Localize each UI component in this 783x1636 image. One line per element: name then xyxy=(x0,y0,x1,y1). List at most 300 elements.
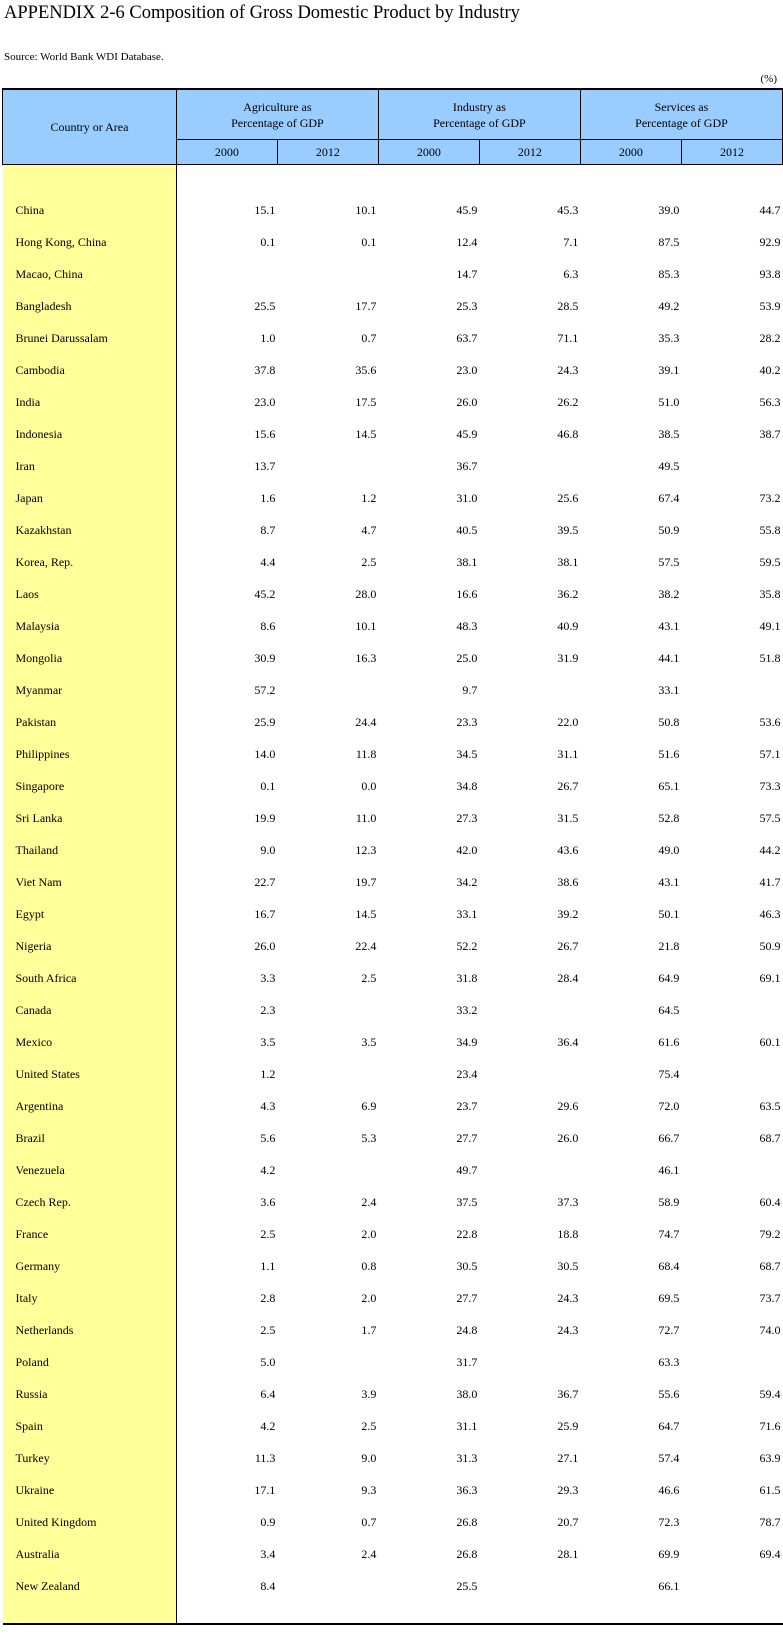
header-industry: Industry as Percentage of GDP xyxy=(378,89,580,140)
value-cell: 10.1 xyxy=(355,203,377,217)
value-cell: 2.3 xyxy=(260,1003,276,1017)
value-cell: 33.1 xyxy=(658,683,680,697)
value-cell: 3.4 xyxy=(260,1547,276,1561)
value-cell: 55.6 xyxy=(658,1387,680,1401)
value-cell: 15.6 xyxy=(254,427,276,441)
value-cell: 57.5 xyxy=(658,555,680,569)
value-cell: 36.3 xyxy=(456,1483,478,1497)
unit-label: (%) xyxy=(760,73,777,85)
value-cell: 31.0 xyxy=(456,491,478,505)
value-cell: 51.0 xyxy=(658,395,680,409)
value-cell: 1.2 xyxy=(361,491,377,505)
value-cell: 16.7 xyxy=(254,907,276,921)
value-cell xyxy=(681,1059,782,1091)
value-cell: 40.5 xyxy=(456,523,478,537)
country-name: Canada xyxy=(3,995,177,1027)
value-cell: 0.1 xyxy=(260,235,276,249)
country-name: Brazil xyxy=(3,1123,177,1155)
value-cell: 6.3 xyxy=(563,267,579,281)
value-cell: 60.4 xyxy=(759,1195,781,1209)
country-name: Cambodia xyxy=(3,355,177,387)
value-cell xyxy=(479,451,580,483)
value-cell: 63.9 xyxy=(759,1451,781,1465)
value-cell xyxy=(681,1571,782,1603)
table-row xyxy=(3,547,783,579)
value-cell: 49.1 xyxy=(759,619,781,633)
value-cell: 0.9 xyxy=(260,1515,276,1529)
value-cell: 30.5 xyxy=(557,1259,579,1273)
value-cell: 92.9 xyxy=(759,235,781,249)
value-cell xyxy=(277,675,378,707)
value-cell: 19.7 xyxy=(355,875,377,889)
value-cell: 69.9 xyxy=(658,1547,680,1561)
value-cell: 72.0 xyxy=(658,1099,680,1113)
value-cell: 29.6 xyxy=(557,1099,579,1113)
header-agriculture: Agriculture as Percentage of GDP xyxy=(176,89,378,140)
value-cell: 23.0 xyxy=(456,363,478,377)
value-cell: 60.1 xyxy=(759,1035,781,1049)
value-cell: 2.5 xyxy=(361,1419,377,1433)
value-cell: 24.3 xyxy=(557,1291,579,1305)
value-cell: 55.8 xyxy=(759,523,781,537)
value-cell: 85.3 xyxy=(658,267,680,281)
value-cell: 9.0 xyxy=(361,1451,377,1465)
country-name: Australia xyxy=(3,1539,177,1571)
value-cell: 40.2 xyxy=(759,363,781,377)
value-cell: 19.9 xyxy=(254,811,276,825)
country-name: Myanmar xyxy=(3,675,177,707)
country-name: Germany xyxy=(3,1251,177,1283)
table-row xyxy=(3,1123,783,1155)
value-cell: 38.5 xyxy=(658,427,680,441)
value-cell xyxy=(176,259,277,291)
value-cell: 34.8 xyxy=(456,779,478,793)
value-cell xyxy=(681,995,782,1027)
value-cell xyxy=(277,451,378,483)
value-cell: 4.2 xyxy=(260,1163,276,1177)
value-cell xyxy=(277,1155,378,1187)
table-row xyxy=(3,387,783,419)
country-name: Indonesia xyxy=(3,419,177,451)
table-row xyxy=(3,867,783,899)
value-cell: 0.7 xyxy=(361,331,377,345)
value-cell: 26.0 xyxy=(254,939,276,953)
value-cell: 28.4 xyxy=(557,971,579,985)
value-cell: 1.2 xyxy=(260,1067,276,1081)
header-year: 2000 xyxy=(580,140,681,165)
value-cell: 11.0 xyxy=(355,811,377,825)
value-cell: 34.9 xyxy=(456,1035,478,1049)
value-cell: 44.1 xyxy=(658,651,680,665)
value-cell: 79.2 xyxy=(759,1227,781,1241)
value-cell: 24.4 xyxy=(355,715,377,729)
table-row xyxy=(3,931,783,963)
country-name: Russia xyxy=(3,1379,177,1411)
value-cell: 31.8 xyxy=(456,971,478,985)
value-cell: 28.0 xyxy=(355,587,377,601)
value-cell: 43.6 xyxy=(557,843,579,857)
value-cell xyxy=(681,451,782,483)
value-cell: 25.5 xyxy=(456,1579,478,1593)
country-name: Japan xyxy=(3,483,177,515)
table-row xyxy=(3,227,783,259)
value-cell: 29.3 xyxy=(557,1483,579,1497)
table-row xyxy=(3,1187,783,1219)
value-cell: 59.5 xyxy=(759,555,781,569)
country-name: New Zealand xyxy=(3,1571,177,1603)
country-name: Macao, China xyxy=(3,259,177,291)
value-cell: 27.1 xyxy=(557,1451,579,1465)
value-cell: 43.1 xyxy=(658,875,680,889)
header-year: 2012 xyxy=(277,140,378,165)
value-cell: 49.5 xyxy=(658,459,680,473)
value-cell: 75.4 xyxy=(658,1067,680,1081)
value-cell: 35.8 xyxy=(759,587,781,601)
country-name: Iran xyxy=(3,451,177,483)
value-cell xyxy=(681,1347,782,1379)
table-row xyxy=(3,355,783,387)
table-body xyxy=(3,165,783,1624)
value-cell: 50.8 xyxy=(658,715,680,729)
country-name: Ukraine xyxy=(3,1475,177,1507)
value-cell: 24.3 xyxy=(557,1323,579,1337)
value-cell: 1.0 xyxy=(260,331,276,345)
value-cell: 46.8 xyxy=(557,427,579,441)
value-cell: 74.0 xyxy=(759,1323,781,1337)
value-cell: 26.7 xyxy=(557,779,579,793)
value-cell xyxy=(479,1571,580,1603)
country-name: Malaysia xyxy=(3,611,177,643)
table-row xyxy=(3,1475,783,1507)
table-row xyxy=(3,1411,783,1443)
value-cell: 73.2 xyxy=(759,491,781,505)
value-cell: 28.5 xyxy=(557,299,579,313)
value-cell: 2.0 xyxy=(361,1227,377,1241)
value-cell: 49.2 xyxy=(658,299,680,313)
value-cell: 49.0 xyxy=(658,843,680,857)
table-row xyxy=(3,771,783,803)
value-cell: 33.2 xyxy=(456,1003,478,1017)
country-name: Venezuela xyxy=(3,1155,177,1187)
value-cell xyxy=(681,675,782,707)
table-row xyxy=(3,291,783,323)
value-cell: 25.9 xyxy=(254,715,276,729)
value-cell: 66.7 xyxy=(658,1131,680,1145)
value-cell: 71.6 xyxy=(759,1419,781,1433)
value-cell: 0.1 xyxy=(361,235,377,249)
table-row xyxy=(3,1091,783,1123)
value-cell: 31.7 xyxy=(456,1355,478,1369)
value-cell: 24.3 xyxy=(557,363,579,377)
value-cell: 27.3 xyxy=(456,811,478,825)
header-year: 2000 xyxy=(378,140,479,165)
value-cell: 1.6 xyxy=(260,491,276,505)
table-row xyxy=(3,739,783,771)
value-cell: 66.1 xyxy=(658,1579,680,1593)
value-cell: 63.5 xyxy=(759,1099,781,1113)
value-cell: 12.3 xyxy=(355,843,377,857)
table-row xyxy=(3,1027,783,1059)
value-cell: 17.7 xyxy=(355,299,377,313)
header-country: Country or Area xyxy=(3,89,177,165)
value-cell: 4.2 xyxy=(260,1419,276,1433)
value-cell: 31.9 xyxy=(557,651,579,665)
value-cell: 45.2 xyxy=(254,587,276,601)
value-cell: 31.3 xyxy=(456,1451,478,1465)
country-name: Pakistan xyxy=(3,707,177,739)
value-cell: 26.2 xyxy=(557,395,579,409)
value-cell: 17.5 xyxy=(355,395,377,409)
value-cell: 64.9 xyxy=(658,971,680,985)
value-cell: 26.8 xyxy=(456,1547,478,1561)
value-cell: 22.7 xyxy=(254,875,276,889)
value-cell: 51.6 xyxy=(658,747,680,761)
value-cell: 24.8 xyxy=(456,1323,478,1337)
value-cell: 36.7 xyxy=(456,459,478,473)
value-cell: 2.4 xyxy=(361,1195,377,1209)
value-cell: 65.1 xyxy=(658,779,680,793)
value-cell: 64.5 xyxy=(658,1003,680,1017)
value-cell: 9.7 xyxy=(462,683,478,697)
value-cell: 72.3 xyxy=(658,1515,680,1529)
value-cell: 22.0 xyxy=(557,715,579,729)
table-row xyxy=(3,1571,783,1603)
header-year: 2000 xyxy=(176,140,277,165)
value-cell: 23.4 xyxy=(456,1067,478,1081)
value-cell: 37.3 xyxy=(557,1195,579,1209)
value-cell: 9.3 xyxy=(361,1483,377,1497)
value-cell: 30.9 xyxy=(254,651,276,665)
value-cell: 4.3 xyxy=(260,1099,276,1113)
value-cell: 2.4 xyxy=(361,1547,377,1561)
value-cell xyxy=(681,1155,782,1187)
value-cell: 25.9 xyxy=(557,1419,579,1433)
country-name: Netherlands xyxy=(3,1315,177,1347)
value-cell: 2.5 xyxy=(361,971,377,985)
value-cell: 56.3 xyxy=(759,395,781,409)
value-cell: 57.2 xyxy=(254,683,276,697)
value-cell: 30.5 xyxy=(456,1259,478,1273)
value-cell xyxy=(479,1155,580,1187)
country-name: Sri Lanka xyxy=(3,803,177,835)
country-name: Argentina xyxy=(3,1091,177,1123)
value-cell: 2.5 xyxy=(260,1227,276,1241)
value-cell: 63.7 xyxy=(456,331,478,345)
value-cell: 1.7 xyxy=(361,1323,377,1337)
header-services: Services as Percentage of GDP xyxy=(580,89,782,140)
country-name: Philippines xyxy=(3,739,177,771)
value-cell: 0.1 xyxy=(260,779,276,793)
country-name: Singapore xyxy=(3,771,177,803)
value-cell: 22.8 xyxy=(456,1227,478,1241)
value-cell: 5.6 xyxy=(260,1131,276,1145)
table-row xyxy=(3,611,783,643)
country-name: Spain xyxy=(3,1411,177,1443)
value-cell: 4.4 xyxy=(260,555,276,569)
value-cell: 31.1 xyxy=(557,747,579,761)
value-cell: 26.0 xyxy=(557,1131,579,1145)
value-cell: 34.2 xyxy=(456,875,478,889)
value-cell: 73.3 xyxy=(759,779,781,793)
value-cell: 7.1 xyxy=(563,235,579,249)
country-name: Korea, Rep. xyxy=(3,547,177,579)
value-cell: 50.9 xyxy=(759,939,781,953)
value-cell: 26.8 xyxy=(456,1515,478,1529)
value-cell: 34.5 xyxy=(456,747,478,761)
value-cell: 46.6 xyxy=(658,1483,680,1497)
country-name: South Africa xyxy=(3,963,177,995)
value-cell: 3.5 xyxy=(260,1035,276,1049)
table-row xyxy=(3,1315,783,1347)
value-cell: 35.6 xyxy=(355,363,377,377)
value-cell: 39.1 xyxy=(658,363,680,377)
value-cell: 5.3 xyxy=(361,1131,377,1145)
table-row xyxy=(3,1059,783,1091)
table-row xyxy=(3,1539,783,1571)
value-cell: 78.7 xyxy=(759,1515,781,1529)
country-name: France xyxy=(3,1219,177,1251)
value-cell: 3.3 xyxy=(260,971,276,985)
value-cell: 5.0 xyxy=(260,1355,276,1369)
value-cell: 48.3 xyxy=(456,619,478,633)
value-cell: 8.4 xyxy=(260,1579,276,1593)
value-cell: 38.7 xyxy=(759,427,781,441)
value-cell: 61.6 xyxy=(658,1035,680,1049)
value-cell: 17.1 xyxy=(254,1483,276,1497)
value-cell: 57.4 xyxy=(658,1451,680,1465)
table-row xyxy=(3,675,783,707)
value-cell: 10.1 xyxy=(355,619,377,633)
value-cell: 73.7 xyxy=(759,1291,781,1305)
value-cell: 69.4 xyxy=(759,1547,781,1561)
value-cell: 9.0 xyxy=(260,843,276,857)
value-cell: 38.1 xyxy=(557,555,579,569)
country-name: Hong Kong, China xyxy=(3,227,177,259)
value-cell: 61.5 xyxy=(759,1483,781,1497)
table-row xyxy=(3,579,783,611)
value-cell: 2.8 xyxy=(260,1291,276,1305)
value-cell: 15.1 xyxy=(254,203,276,217)
gdp-composition-table xyxy=(2,88,783,1625)
country-name: Kazakhstan xyxy=(3,515,177,547)
value-cell: 13.7 xyxy=(254,459,276,473)
value-cell: 11.3 xyxy=(254,1451,276,1465)
table-row xyxy=(3,1443,783,1475)
table-row xyxy=(3,259,783,291)
value-cell: 38.0 xyxy=(456,1387,478,1401)
value-cell: 26.7 xyxy=(557,939,579,953)
value-cell: 45.3 xyxy=(557,203,579,217)
value-cell xyxy=(479,995,580,1027)
table-row xyxy=(3,1251,783,1283)
value-cell xyxy=(479,1059,580,1091)
value-cell: 52.2 xyxy=(456,939,478,953)
value-cell: 44.2 xyxy=(759,843,781,857)
value-cell: 20.7 xyxy=(557,1515,579,1529)
value-cell: 64.7 xyxy=(658,1419,680,1433)
country-name: Viet Nam xyxy=(3,867,177,899)
value-cell: 68.7 xyxy=(759,1131,781,1145)
value-cell xyxy=(479,1347,580,1379)
country-name: Nigeria xyxy=(3,931,177,963)
country-name: Mexico xyxy=(3,1027,177,1059)
country-name: Thailand xyxy=(3,835,177,867)
country-name: Brunei Darussalam xyxy=(3,323,177,355)
spacer-row xyxy=(3,165,783,195)
table-row xyxy=(3,1347,783,1379)
value-cell: 0.0 xyxy=(361,779,377,793)
country-name: China xyxy=(3,195,177,227)
table-row xyxy=(3,1219,783,1251)
value-cell: 57.1 xyxy=(759,747,781,761)
table-row xyxy=(3,643,783,675)
table-row xyxy=(3,419,783,451)
value-cell: 37.5 xyxy=(456,1195,478,1209)
value-cell: 51.8 xyxy=(759,651,781,665)
table-row xyxy=(3,707,783,739)
value-cell: 3.9 xyxy=(361,1387,377,1401)
value-cell: 2.5 xyxy=(361,555,377,569)
value-cell: 45.9 xyxy=(456,427,478,441)
country-name: Egypt xyxy=(3,899,177,931)
value-cell: 36.4 xyxy=(557,1035,579,1049)
value-cell xyxy=(277,259,378,291)
table-row xyxy=(3,1155,783,1187)
value-cell: 93.8 xyxy=(759,267,781,281)
value-cell: 38.1 xyxy=(456,555,478,569)
country-name: Czech Rep. xyxy=(3,1187,177,1219)
value-cell: 36.2 xyxy=(557,587,579,601)
value-cell: 38.6 xyxy=(557,875,579,889)
table-row xyxy=(3,1283,783,1315)
value-cell: 25.3 xyxy=(456,299,478,313)
value-cell: 36.7 xyxy=(557,1387,579,1401)
value-cell: 23.7 xyxy=(456,1099,478,1113)
value-cell: 25.0 xyxy=(456,651,478,665)
value-cell: 28.1 xyxy=(557,1547,579,1561)
table-row xyxy=(3,323,783,355)
country-name: United Kingdom xyxy=(3,1507,177,1539)
value-cell: 11.8 xyxy=(355,747,377,761)
value-cell: 21.8 xyxy=(658,939,680,953)
value-cell: 49.7 xyxy=(456,1163,478,1177)
country-name: United States xyxy=(3,1059,177,1091)
value-cell: 3.6 xyxy=(260,1195,276,1209)
value-cell: 22.4 xyxy=(355,939,377,953)
table-row xyxy=(3,515,783,547)
value-cell: 28.2 xyxy=(759,331,781,345)
value-cell: 37.8 xyxy=(254,363,276,377)
value-cell: 35.3 xyxy=(658,331,680,345)
table-row xyxy=(3,483,783,515)
value-cell xyxy=(277,1347,378,1379)
value-cell: 44.7 xyxy=(759,203,781,217)
country-name: Mongolia xyxy=(3,643,177,675)
value-cell: 69.1 xyxy=(759,971,781,985)
value-cell: 0.7 xyxy=(361,1515,377,1529)
source-note: Source: World Bank WDI Database. xyxy=(4,51,164,63)
value-cell: 6.4 xyxy=(260,1387,276,1401)
value-cell xyxy=(479,675,580,707)
value-cell: 67.4 xyxy=(658,491,680,505)
value-cell: 72.7 xyxy=(658,1323,680,1337)
value-cell: 71.1 xyxy=(557,331,579,345)
table-row xyxy=(3,899,783,931)
country-name: Poland xyxy=(3,1347,177,1379)
value-cell: 42.0 xyxy=(456,843,478,857)
value-cell: 46.1 xyxy=(658,1163,680,1177)
value-cell: 69.5 xyxy=(658,1291,680,1305)
